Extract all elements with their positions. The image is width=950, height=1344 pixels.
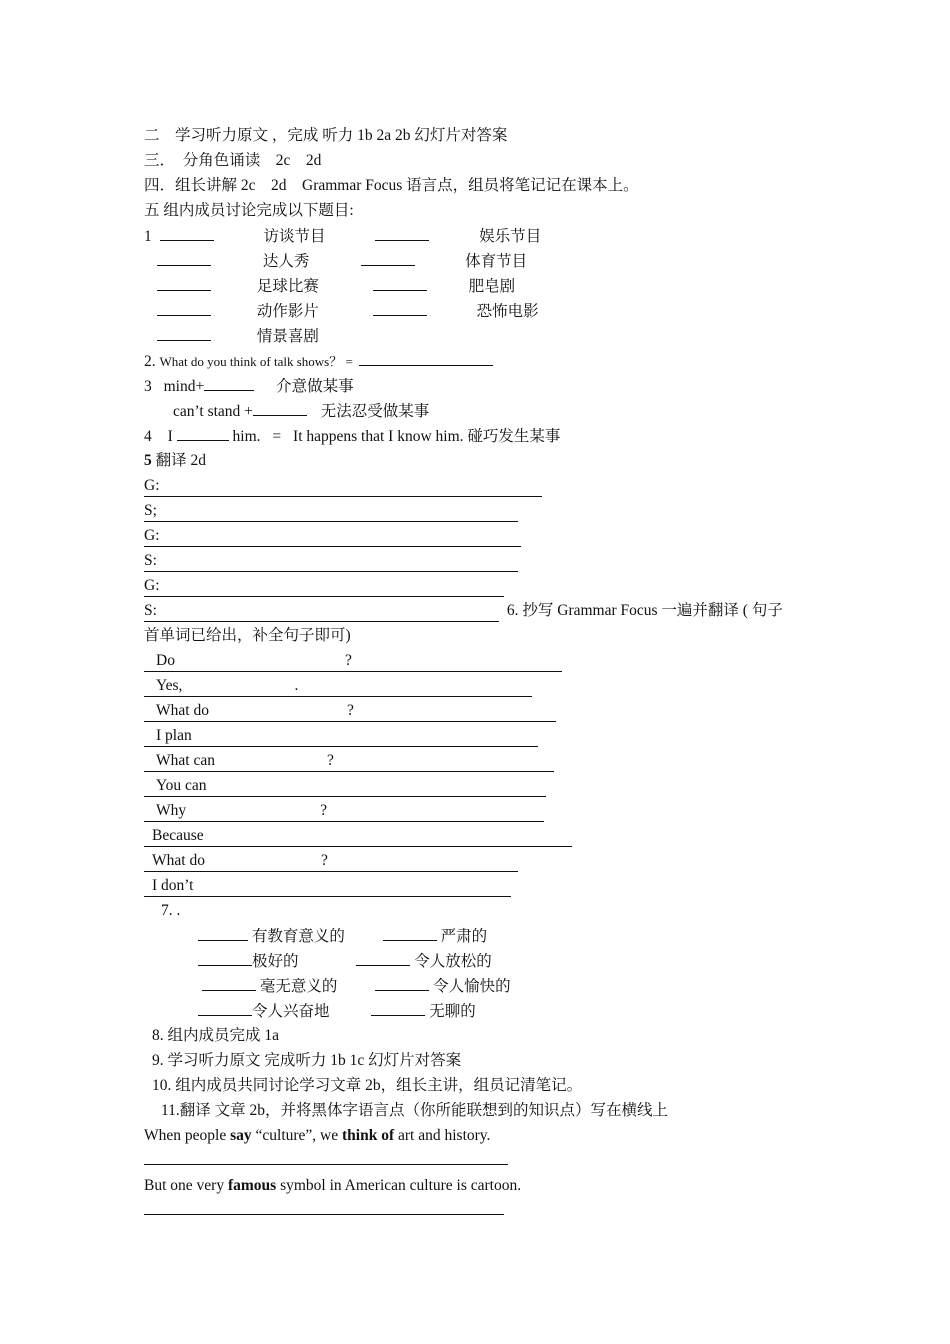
term: 足球比赛 [256,278,319,295]
q4-subject: I [167,428,173,445]
step-five: 五 组内成员讨论完成以下题目: [144,202,354,219]
q10: 10. 组内成员共同讨论学习文章 2b，组长主讲，组员记清笔记。 [152,1077,583,1094]
dialog-line[interactable] [144,501,518,522]
answer-blank[interactable] [361,251,415,266]
q3-a-prefix: mind+ [163,378,205,395]
term: 肥皂剧 [468,278,516,295]
gf-line[interactable] [144,676,532,697]
gf-start: What do [156,702,209,719]
q1-row-3 [157,276,515,297]
q1-number: 1 [144,228,152,245]
dialog-speaker: S; [144,501,518,522]
gf-start: What can [156,752,215,769]
answer-blank[interactable] [202,976,256,991]
answer-blank[interactable] [157,276,211,291]
answer-blank[interactable] [359,351,493,366]
gf-punct: ? [326,752,334,769]
term: 极好的 [252,953,299,970]
q2 [144,351,493,372]
q7-row-2 [198,951,492,972]
gf-punct: ? [346,702,354,719]
q6-title-cont: 首单词已给出，补全句子即可) [144,627,351,644]
key-phrase: say [230,1127,252,1144]
gf-punct: ? [344,652,352,669]
answer-blank[interactable] [204,376,254,391]
answer-blank[interactable] [373,276,427,291]
q4-rewrite: It happens that I know him. 碰巧发生某事 [293,428,561,445]
sentence-text: When people [144,1127,231,1144]
answer-blank[interactable] [160,226,214,241]
q1-row-4 [157,301,539,322]
q3-b-prefix: can’t stand + [173,403,253,420]
dialog-speaker: G: [144,526,521,547]
dialog-line[interactable] [144,551,518,572]
q1-row-1 [144,226,541,247]
term: 令人兴奋地 [252,1003,330,1020]
dialog-speaker: S: [144,551,518,572]
term: 毫无意义的 [259,978,338,995]
answer-blank[interactable] [177,426,229,441]
answer-blank[interactable] [375,976,429,991]
key-phrase: famous [227,1177,277,1194]
answer-blank[interactable] [375,226,429,241]
q5-number: 5 [144,452,152,469]
gf-start: Because [152,827,204,844]
term: 令人放松的 [414,953,492,970]
term: 令人愉快的 [433,978,511,995]
gf-punct: ? [320,852,328,869]
q7-number: 7. . [161,902,181,919]
step-four: 四．组长讲解 2c 2d Grammar Focus 语言点，组员将笔记记在课本上。 [144,177,639,194]
dialog-speaker: G: [144,576,504,597]
term: 情景喜剧 [256,328,319,345]
q4-equals: = [272,428,282,445]
term: 动作影片 [256,303,319,320]
q11: 11.翻译 文章 2b，并将黑体字语言点（你所能联想到的知识点）写在横线上 [161,1102,669,1119]
dialog-line[interactable] [144,576,504,597]
dialog-speaker: S: [144,601,499,622]
q6-title: 6. 抄写 Grammar Focus 一遍并翻译 ( 句子 [506,602,783,619]
gf-line[interactable] [144,876,511,897]
term: 恐怖电影 [476,303,539,320]
term: 体育节目 [465,253,528,270]
dialog-line[interactable] [144,476,542,497]
answer-blank[interactable] [198,951,252,966]
dialog-line[interactable] [144,526,521,547]
answer-blank[interactable] [356,951,410,966]
dialog-line[interactable] [144,601,783,622]
gf-line[interactable] [144,751,554,772]
term: 达人秀 [262,253,310,270]
term: 娱乐节目 [479,228,542,245]
q4-number: 4 [144,428,152,445]
gf-start: Why [156,802,187,819]
q4 [144,426,560,447]
q8: 8. 组内成员完成 1a [152,1027,280,1044]
q3-b-meaning: 无法忍受做某事 [320,403,430,420]
answer-blank[interactable] [383,926,437,941]
answer-blank[interactable] [371,1001,425,1016]
gf-start: Yes, [156,677,183,694]
step-two: 二 学习听力原文 ，完成 听力 1b 2a 2b 幻灯片对答案 [144,127,508,144]
gf-line[interactable] [144,851,518,872]
sentence-text: But one very [144,1177,228,1194]
translation-line[interactable] [144,1214,504,1215]
answer-blank[interactable] [253,401,307,416]
gf-line[interactable] [144,801,544,822]
gf-start: What do [152,852,205,869]
q2-number: 2. [144,353,156,370]
term: 严肃的 [440,928,488,945]
gf-start: I plan [156,727,192,744]
q5 [144,451,206,471]
q1-row-5 [157,326,319,347]
q9: 9. 学习听力原文 完成听力 1b 1c 幻灯片对答案 [152,1052,462,1069]
gf-line[interactable] [144,776,546,797]
answer-blank[interactable] [157,326,211,341]
q7-row-3 [202,976,511,997]
gf-line[interactable] [144,826,572,847]
q3-b [173,401,429,422]
q3-number: 3 [144,378,152,395]
term: 访谈节目 [263,228,326,245]
answer-blank[interactable] [373,301,427,316]
gf-line[interactable] [144,701,556,722]
q3-a [144,376,354,397]
key-phrase: think of [342,1127,395,1144]
step-three: 三． 分角色诵读 2c 2d [144,152,322,169]
q2-text: What do you think of talk shows？ = [159,354,353,369]
translation-line[interactable] [144,1164,508,1165]
q1-row-2 [157,251,527,272]
answer-blank[interactable] [157,301,211,316]
sentence-text: “culture”, we [251,1127,342,1144]
q7-row-1 [198,926,487,947]
gf-punct: . [294,677,299,694]
q5-title: 翻译 2d [155,452,207,469]
sentence-2 [144,1176,521,1196]
answer-blank[interactable] [157,251,211,266]
q7-row-4 [198,1001,476,1022]
dialog-speaker: G: [144,476,542,497]
gf-line[interactable] [144,726,538,747]
gf-start: You can [156,777,207,794]
term: 无聊的 [429,1003,476,1020]
sentence-text: symbol in American culture is cartoon. [276,1177,522,1194]
term: 有教育意义的 [251,928,345,945]
gf-start: Do [156,652,175,669]
answer-blank[interactable] [198,926,248,941]
q3-a-meaning: 介意做某事 [276,378,354,395]
q4-object: him. [232,428,261,445]
sentence-text: art and history. [394,1127,491,1144]
gf-start: I don’t [152,877,194,894]
sentence-1 [144,1126,490,1146]
answer-blank[interactable] [198,1001,252,1016]
gf-line[interactable] [144,651,562,672]
gf-punct: ? [320,802,328,819]
